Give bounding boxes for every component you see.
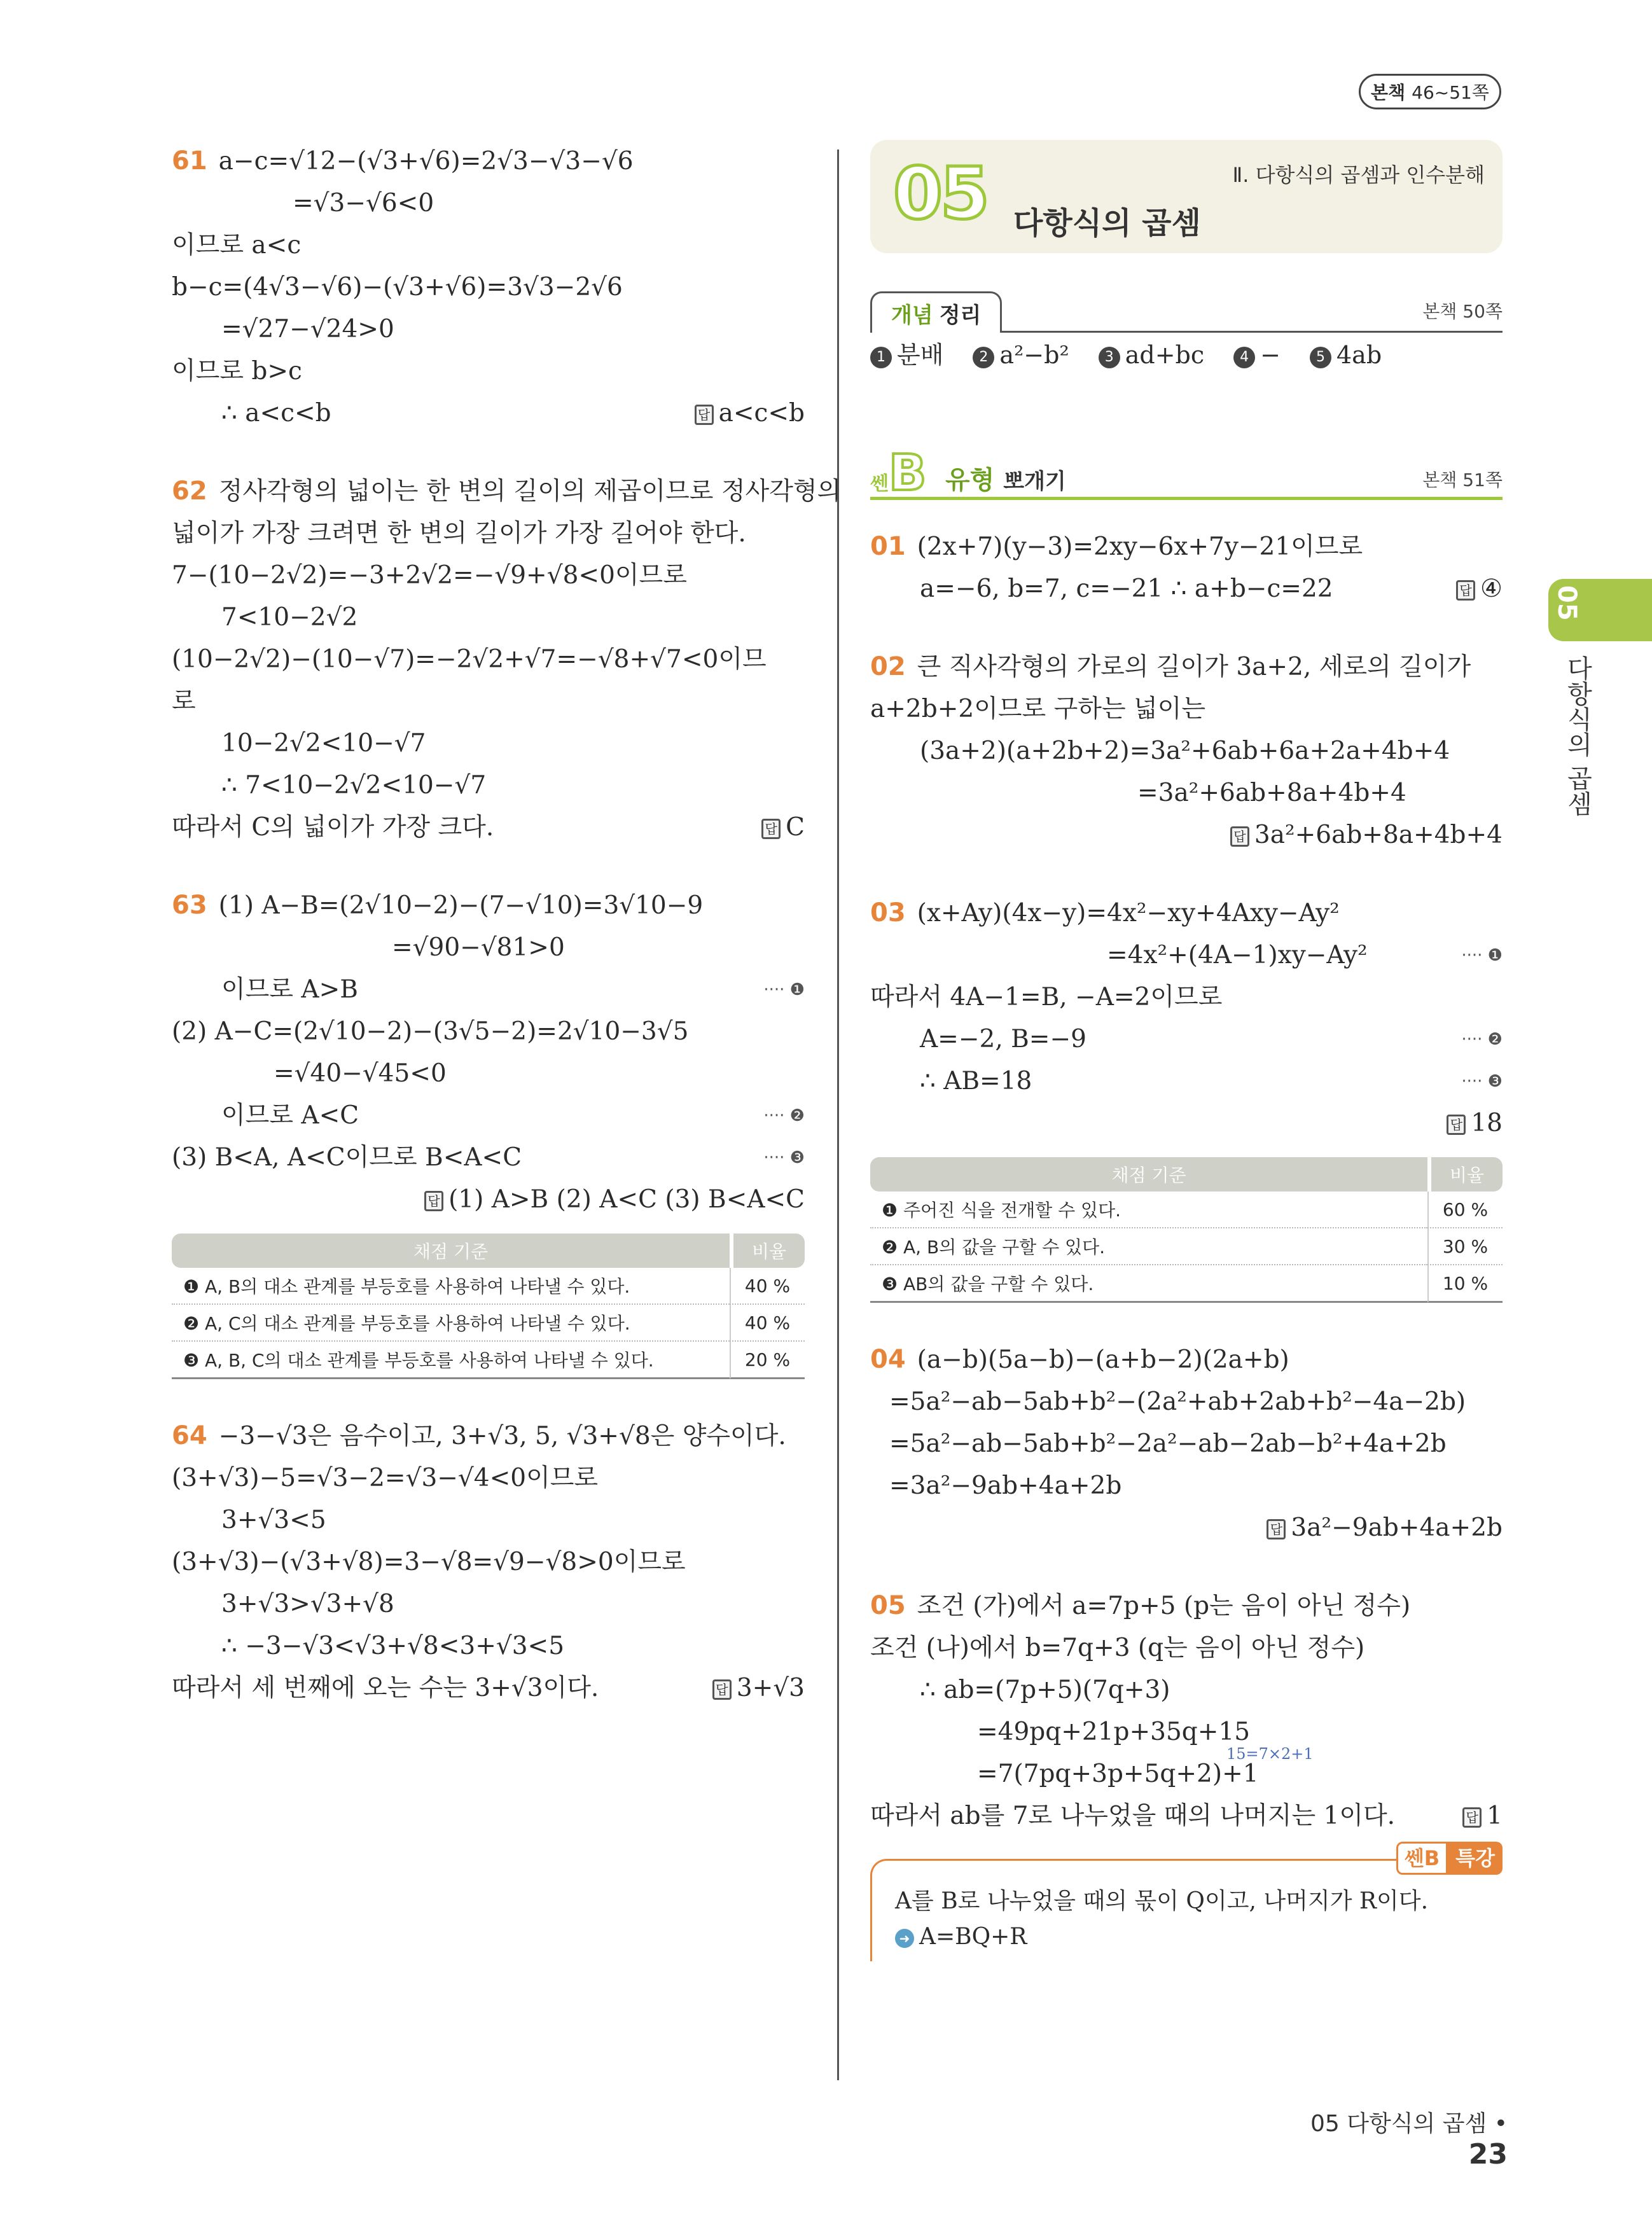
problem-62: 62 정사각형의 넓이는 한 변의 길이의 제곱이므로 정사각형의 넓이가 가장 크려면 한 변의 길이가 가장 길어야 한다. 7−(10−2√2)=−3+2√2=−√9+√8<0이므로 7<10−2√2 (10−2√2)−(10−√7)=−2√2+√7=−√8+√7<0이므 로 10−2√2<10−√7 ∴ 7<10−2√2<10−√7 따라서 C의 넓이가 가장 크다. 답 C [172,470,805,849]
page-number: 23 [1468,2138,1508,2171]
left-column [172,140,842,1709]
answer-icon: 답 [1462,1807,1482,1828]
step-marker: ···· ❶ [1461,946,1503,965]
concept-item: 3 ad+bc [1099,333,1204,377]
answer-row [870,1102,1503,1144]
answer-row: a=−6, b=7, c=−21 ∴ a+b−c=22 답 ④ [870,568,1503,610]
answer: 답 ④ [1456,568,1503,610]
section-title: 유형 뽀개기 [945,466,1066,495]
book-ref: 본책 51쪽 [1422,469,1503,490]
answer-icon: 답 [1456,580,1475,601]
table-row: ❶ A, B의 대소 관계를 부등호를 사용하여 나타낼 수 있다. 40 % [172,1268,805,1305]
table-row: ❸ AB의 값을 구할 수 있다. 10 % [870,1265,1503,1303]
answer: 답 a<c<b [695,393,805,434]
step-marker: ···· ❷ [1461,1030,1503,1049]
answer-row [870,814,1503,856]
answer-row [172,1179,805,1221]
column-divider [837,149,839,2080]
step-marker: ···· ❷ [763,1106,805,1125]
answer-icon: 답 [424,1191,443,1211]
problem-02: 02 큰 직사각형의 가로의 길이가 3a+2, 세로의 길이가 a+2b+2이므로 구하는 넓이는 (3a+2)(a+2b+2)=3a²+6ab+6a+2a+4b+4 =3a²+6ab+8a+4b+4 답 3a²+6ab+8a+4b+4 [870,646,1503,856]
answer-icon: 답 [695,405,714,425]
answer: 답 (1) A>B (2) A<C (3) B<A<C [424,1179,805,1221]
problem-03: 03 (x+Ay)(4x−y)=4x²−xy+4Axy−Ay² =4x²+(4A−1)xy−Ay² ···· ❶ 따라서 4A−1=B, −A=2이므로 A=−2, B=−9 ···· ❷ ∴ AB=18 ···· ❸ 답 18 채점 기준 비율 ❶ 주어진 식을 전개할 수 있다. 60 % ❷ A, B의 값을 구할 수 있다. 30 % ❸ AB의 값을 구할 수 있다. 10 % [870,892,1503,1303]
answer-icon: 답 [761,819,781,839]
type-section-header [870,441,1503,500]
arrow-right-icon: ➜ [895,1929,914,1948]
problem-01: 01 (2x+7)(y−3)=2xy−6x+7y−21이므로 a=−6, b=7, c=−21 ∴ a+b−c=22 답 ④ [870,525,1503,610]
concept-summary-header [870,286,1503,333]
chapter-title: 다항식의 곱셈 [1013,205,1201,241]
answer-icon: 답 [1230,826,1249,847]
step-marker: ···· ❸ [763,1148,805,1167]
special-lecture-tag: 쎈B 특강 [1396,1842,1503,1875]
concept-tab: 개념 정리 [870,291,1002,333]
step-marker: ···· ❸ [1461,1072,1503,1091]
problem-05: 05 조건 (가)에서 a=7p+5 (p는 음이 아닌 정수) 조건 (나)에서 b=7q+3 (q는 음이 아닌 정수) ∴ ab=(7p+5)(7q+3) =49pq+21p+35q+15 15=7×2+1 =7(7pq+3p+5q+2)+1 따라서 ab를 7로 나누었을 때의 나머지는 1이다. 답 1 [870,1585,1503,1837]
answer: 답 3+√3 [712,1667,805,1709]
concept-item: 2 a²−b² [973,333,1069,377]
concept-item: 1 분배 [870,333,943,377]
table-row: ❸ A, B, C의 대소 관계를 부등호를 사용하여 나타낼 수 있다. 20 % [172,1342,805,1379]
answer-row [870,1507,1503,1549]
chapter-number: 05 [893,153,987,235]
answer-row: ∴ a<c<b 답 a<c<b [172,393,805,434]
problem-64: 64 −3−√3은 음수이고, 3+√3, 5, √3+√8은 양수이다. (3+√3)−5=√3−2=√3−√4<0이므로 3+√3<5 (3+√3)−(√3+√8)=3−√8=√9−√8>0이므로 3+√3>√3+√8 ∴ −3−√3<√3+√8<3+√3<5 따라서 세 번째에 오는 수는 3+√3이다. 답 3+√3 [172,1415,805,1709]
answer-icon: 답 [712,1679,732,1700]
page-footer: 05 다항식의 곱셈 • 23 [1310,2111,1508,2171]
answer-icon: 답 [1447,1115,1466,1135]
part-title: Ⅱ. 다항식의 곱셈과 인수분해 [1232,163,1485,187]
answer: 답 18 [1447,1102,1503,1144]
table-row: ❷ A, B의 값을 구할 수 있다. 30 % [870,1228,1503,1265]
answer-row: 따라서 ab를 7로 나누었을 때의 나머지는 1이다. 답 1 [870,1795,1503,1837]
problem-63: 63 (1) A−B=(2√10−2)−(7−√10)=3√10−9 =√90−√81>0 이므로 A>B ···· ❶ (2) A−C=(2√10−2)−(3√5−2)=2√10−3√5 =√40−√45<0 이므로 A<C ···· ❷ (3) B<A, A<C이므로 B<A<C ···· ❸ 답 (1) A>B (2) A<C (3) B<A<C 채점 기준 비율 ❶ A, B의 대소 관계를 부등호를 사용하여 나타낼 수 있다. 40 % ❷ A, C의 대소 관계를 부등호를 사용하여 나타낼 수 있다. 40 % ❸ A, B, C의 대소 관계를 부등호를 사용하여 나타낼 수 있다. 20 % [172,884,805,1379]
book-ref: 본책 50쪽 [1422,301,1503,322]
step-marker: ···· ❶ [763,980,805,999]
special-lecture-box: 쎈B 특강 A를 B로 나누었을 때의 몫이 Q이고, 나머지가 R이다. ➜ A=BQ+R [870,1859,1503,1961]
remainder-note: 15=7×2+1 [1226,1745,1314,1763]
answer-row: 따라서 세 번째에 오는 수는 3+√3이다. 답 3+√3 [172,1667,805,1709]
book-page-badge: 본책 46~51쪽 [1359,74,1501,109]
table-row: ❶ 주어진 식을 전개할 수 있다. 60 % [870,1192,1503,1228]
grading-table: 채점 기준 비율 ❶ 주어진 식을 전개할 수 있다. 60 % ❷ A, B의 값을 구할 수 있다. 30 % ❸ AB의 값을 구할 수 있다. 10 % [870,1157,1503,1303]
concept-answers [870,333,1503,377]
concept-item: 5 4ab [1310,333,1382,377]
problem-04: 04 (a−b)(5a−b)−(a+b−2)(2a+b) =5a²−ab−5ab+b²−(2a²+ab+2ab+b²−4a−2b) =5a²−ab−5ab+b²−2a²−ab−2ab−b²+4a+2b =3a²−9ab+4a+2b 답 3a²−9ab+4a+2b [870,1338,1503,1549]
chapter-side-tab-number: 05 [1552,585,1581,621]
answer: 답 1 [1462,1795,1503,1837]
ssen-b-logo: 쎈B [870,445,927,502]
chapter-header [870,140,1503,253]
grading-table: 채점 기준 비율 ❶ A, B의 대소 관계를 부등호를 사용하여 나타낼 수 있다. 40 % ❷ A, C의 대소 관계를 부등호를 사용하여 나타낼 수 있다. 40 % ❸ A, B, C의 대소 관계를 부등호를 사용하여 나타낼 수 있다. 20 % [172,1234,805,1379]
answer: 답 3a²+6ab+8a+4b+4 [1230,814,1503,856]
answer-icon: 답 [1267,1519,1286,1539]
chapter-side-title: 다항식의 곱셈 [1563,655,1592,816]
answer-row: 따라서 C의 넓이가 가장 크다. 답 C [172,807,805,849]
problem-61: 61 a−c=√12−(√3+√6)=2√3−√3−√6 =√3−√6<0 이므로 a<c b−c=(4√3−√6)−(√3+√6)=3√3−2√6 =√27−√24>0 이므로 b>c ∴ a<c<b 답 a<c<b [172,140,805,434]
right-column [870,140,1503,1961]
concept-item: 4 − [1233,333,1281,377]
answer: 답 3a²−9ab+4a+2b [1267,1507,1503,1549]
table-row: ❷ A, C의 대소 관계를 부등호를 사용하여 나타낼 수 있다. 40 % [172,1305,805,1342]
answer: 답 C [761,807,805,849]
